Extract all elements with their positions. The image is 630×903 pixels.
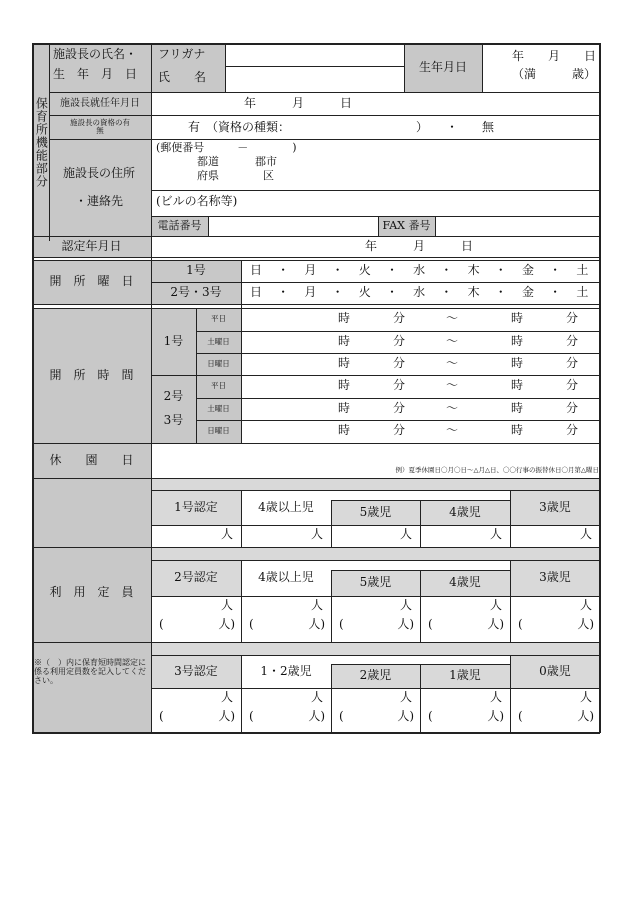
cap-value-cell[interactable] bbox=[510, 525, 600, 547]
birthdate-label: 生年月日 bbox=[418, 59, 467, 74]
open-day[interactable]: ・ bbox=[385, 285, 398, 299]
time-hour[interactable]: 時 bbox=[510, 423, 523, 437]
cap-value-cell[interactable] bbox=[420, 525, 510, 547]
cap-unit: 人 bbox=[579, 690, 592, 704]
cap-col-header: 5歳児 bbox=[359, 575, 392, 590]
cap-paren-unit: ( 人) bbox=[518, 617, 594, 631]
open-day[interactable]: 火 bbox=[358, 285, 371, 299]
cap-value-cell[interactable] bbox=[510, 596, 600, 642]
cap-value-cell[interactable] bbox=[151, 688, 241, 733]
cap-value-cell[interactable] bbox=[420, 596, 510, 642]
time-minute[interactable]: 分 bbox=[565, 378, 578, 392]
cap-paren-unit: ( 人) bbox=[249, 617, 325, 631]
cap-value-cell[interactable] bbox=[241, 596, 331, 642]
time-hour[interactable]: 時 bbox=[510, 378, 523, 392]
time-tilde: ～ bbox=[445, 423, 458, 437]
cap-value-cell[interactable] bbox=[510, 688, 600, 733]
open-day[interactable]: 土 bbox=[576, 285, 589, 299]
cap-col-header: 2歳児 bbox=[359, 668, 392, 683]
open-day[interactable]: ・ bbox=[549, 285, 562, 299]
tel-label: 電話番号 bbox=[157, 218, 202, 232]
cap-paren-unit: ( 人) bbox=[249, 709, 325, 723]
time-hour[interactable]: 時 bbox=[337, 356, 350, 370]
cap-spacer-3 bbox=[151, 642, 600, 655]
open-hours-label: 開 所 時 間 bbox=[49, 367, 134, 382]
cap-value-cell[interactable] bbox=[331, 688, 420, 733]
cap-unit: 人 bbox=[399, 527, 412, 541]
cap-value-cell[interactable] bbox=[151, 596, 241, 642]
open-day[interactable]: 水 bbox=[413, 263, 426, 277]
appointed-value[interactable]: 年 月 日 bbox=[244, 96, 353, 110]
cap-unit: 人 bbox=[489, 690, 502, 704]
open-day[interactable]: 日 bbox=[249, 285, 262, 299]
time-minute[interactable]: 分 bbox=[392, 423, 405, 437]
time-tilde: ～ bbox=[445, 356, 458, 370]
cap-unit: 人 bbox=[220, 598, 233, 612]
time-tilde: ～ bbox=[445, 378, 458, 392]
closed-example: 例）夏季休園日〇月〇日～△月△日、〇〇行事の振替休日〇月第△曜日 bbox=[395, 466, 599, 474]
cap-col-header: 3歳児 bbox=[539, 570, 571, 585]
cap-paren-unit: ( 人) bbox=[518, 709, 594, 723]
cap-col-header: 4歳以上児 bbox=[258, 499, 314, 514]
cap-cert-label: 2号認定 bbox=[174, 570, 218, 585]
open-day[interactable]: ・ bbox=[277, 263, 290, 277]
name-sub-label: 氏 名 bbox=[158, 70, 207, 84]
city-ku: 区 bbox=[263, 169, 274, 182]
time-minute[interactable]: 分 bbox=[392, 311, 405, 325]
director-name-label: 施設長の氏名・ bbox=[53, 47, 138, 61]
open-days-row-23 bbox=[241, 282, 600, 304]
cap-paren-unit: ( 人) bbox=[428, 617, 504, 631]
time-minute[interactable]: 分 bbox=[565, 356, 578, 370]
tel-field[interactable] bbox=[209, 217, 378, 236]
cap-paren-unit: ( 人) bbox=[159, 709, 235, 723]
furigana-label: フリガナ bbox=[158, 47, 206, 61]
cap-unit: 人 bbox=[310, 690, 323, 704]
open-days-type-1: 1号 bbox=[186, 263, 206, 278]
pref-to: 都道 bbox=[197, 155, 219, 168]
cap-unit: 人 bbox=[399, 690, 412, 704]
open-day[interactable]: 水 bbox=[413, 285, 426, 299]
certified-value[interactable]: 年 月 日 bbox=[365, 239, 474, 253]
city-gun: 郡市 bbox=[255, 155, 277, 168]
cap-paren-unit: ( 人) bbox=[428, 709, 504, 723]
open-day[interactable]: ・ bbox=[385, 263, 398, 277]
open-day[interactable]: 金 bbox=[521, 263, 534, 277]
facility-form bbox=[32, 43, 600, 733]
time-minute[interactable]: 分 bbox=[565, 311, 578, 325]
cap-unit: 人 bbox=[220, 690, 233, 704]
cap-spacer-1 bbox=[151, 478, 600, 490]
cap-col-header: 3歳児 bbox=[539, 499, 571, 514]
section-label: 保育所機能部分 bbox=[34, 96, 49, 188]
certified-label: 認定年月日 bbox=[61, 238, 122, 253]
cap-unit: 人 bbox=[399, 598, 412, 612]
open-day[interactable]: 土 bbox=[576, 263, 589, 277]
time-tilde: ～ bbox=[445, 334, 458, 348]
cap-value-cell[interactable] bbox=[331, 596, 420, 642]
open-day[interactable]: 金 bbox=[521, 285, 534, 299]
time-hour[interactable]: 時 bbox=[510, 334, 523, 348]
open-day[interactable]: 火 bbox=[358, 263, 371, 277]
fax-label: FAX 番号 bbox=[382, 218, 431, 232]
open-day[interactable]: ・ bbox=[494, 285, 507, 299]
time-minute[interactable]: 分 bbox=[565, 334, 578, 348]
day-kind-label: 日曜日 bbox=[207, 426, 230, 436]
open-day[interactable]: ・ bbox=[494, 263, 507, 277]
contact-label: ・連絡先 bbox=[75, 194, 124, 208]
open-day[interactable]: ・ bbox=[331, 285, 344, 299]
cap-cert-label: 3号認定 bbox=[174, 663, 218, 678]
hours-group-1: 1号 bbox=[163, 333, 184, 348]
time-hour[interactable]: 時 bbox=[510, 401, 523, 415]
capacity-label: 利 用 定 員 bbox=[49, 585, 134, 600]
cap-unit: 人 bbox=[310, 598, 323, 612]
open-days-type-23: 2号・3号 bbox=[170, 285, 222, 300]
time-minute[interactable]: 分 bbox=[565, 423, 578, 437]
appointed-label: 施設長就任年月日 bbox=[60, 98, 140, 109]
furigana-field[interactable] bbox=[226, 44, 404, 66]
age-value[interactable]: （満 歳） bbox=[511, 67, 596, 81]
time-minute[interactable]: 分 bbox=[392, 334, 405, 348]
name-field[interactable] bbox=[226, 67, 404, 92]
cap-paren-unit: ( 人) bbox=[339, 617, 414, 631]
open-days-label: 開 所 曜 日 bbox=[49, 274, 134, 289]
director-birth-label: 生 年 月 日 bbox=[53, 67, 138, 81]
time-hour[interactable]: 時 bbox=[510, 356, 523, 370]
hours-group-2: 2号 bbox=[163, 389, 184, 403]
time-hour[interactable]: 時 bbox=[337, 423, 350, 437]
day-kind-label: 平日 bbox=[211, 314, 226, 324]
open-day[interactable]: ・ bbox=[440, 263, 453, 277]
cap-unit: 人 bbox=[220, 527, 233, 541]
qualification-label: 施設長の資格の有無 bbox=[70, 117, 130, 135]
open-day[interactable]: ・ bbox=[277, 285, 290, 299]
fax-field[interactable] bbox=[436, 217, 599, 236]
cap-col-header: 0歳児 bbox=[539, 663, 571, 678]
time-tilde: ～ bbox=[445, 401, 458, 415]
postal-line[interactable]: (郵便番号 － ) bbox=[156, 141, 297, 154]
capacity-note: ※（ ）内に保育短時間認定に係る利用定員数を記入してください。 bbox=[34, 658, 146, 685]
cap-col-header: 4歳以上児 bbox=[258, 570, 314, 585]
building-line[interactable]: (ビルの名称等) bbox=[156, 194, 238, 208]
cap-unit: 人 bbox=[489, 527, 502, 541]
open-day[interactable]: ・ bbox=[440, 285, 453, 299]
cap-unit: 人 bbox=[579, 598, 592, 612]
address-label: 施設長の住所 bbox=[63, 166, 136, 180]
cap-paren-unit: ( 人) bbox=[339, 709, 414, 723]
time-minute[interactable]: 分 bbox=[392, 356, 405, 370]
cap-col-header: 5歳児 bbox=[359, 504, 392, 519]
time-hour[interactable]: 時 bbox=[337, 334, 350, 348]
cap-col-header: 1・2歳児 bbox=[260, 663, 312, 678]
pref-fu: 府県 bbox=[197, 169, 219, 182]
time-hour[interactable]: 時 bbox=[337, 311, 350, 325]
day-kind-label: 土曜日 bbox=[207, 404, 230, 414]
qualification-value[interactable]: 有 （資格の種類： ） ・ 無 bbox=[188, 120, 495, 134]
time-minute[interactable]: 分 bbox=[392, 401, 405, 415]
cap-value-cell[interactable] bbox=[241, 525, 331, 547]
cap-col-header: 4歳児 bbox=[449, 504, 481, 519]
hours-group-3: 3号 bbox=[163, 413, 184, 427]
open-day[interactable]: 月 bbox=[304, 285, 317, 299]
open-day[interactable]: 日 bbox=[249, 263, 262, 277]
time-minute[interactable]: 分 bbox=[392, 378, 405, 392]
cap-col-header: 4歳児 bbox=[449, 575, 481, 590]
day-kind-label: 日曜日 bbox=[207, 358, 230, 368]
open-day[interactable]: 月 bbox=[304, 263, 317, 277]
cap-unit: 人 bbox=[579, 527, 592, 541]
cap-col-header: 1歳児 bbox=[449, 668, 481, 683]
open-day[interactable]: ・ bbox=[549, 263, 562, 277]
time-hour[interactable]: 時 bbox=[510, 311, 523, 325]
closed-label: 休 園 日 bbox=[49, 452, 134, 467]
open-day[interactable]: 木 bbox=[467, 285, 480, 299]
time-tilde: ～ bbox=[445, 311, 458, 325]
open-day[interactable]: 木 bbox=[467, 263, 480, 277]
day-kind-label: 平日 bbox=[211, 381, 226, 391]
open-day[interactable]: ・ bbox=[331, 263, 344, 277]
time-hour[interactable]: 時 bbox=[337, 378, 350, 392]
day-kind-label: 土曜日 bbox=[207, 337, 230, 347]
open-days-row-1 bbox=[241, 260, 600, 282]
cap-value-cell[interactable] bbox=[420, 688, 510, 733]
cap-value-cell[interactable] bbox=[151, 525, 241, 547]
cap-value-cell[interactable] bbox=[331, 525, 420, 547]
cap-spacer-2 bbox=[151, 547, 600, 560]
cap-cert-label: 1号認定 bbox=[174, 499, 218, 514]
time-hour[interactable]: 時 bbox=[337, 401, 350, 415]
time-minute[interactable]: 分 bbox=[565, 401, 578, 415]
birthdate-value[interactable]: 年 月 日 bbox=[511, 49, 596, 63]
cap-value-cell[interactable] bbox=[241, 688, 331, 733]
cap-paren-unit: ( 人) bbox=[159, 617, 235, 631]
cap-unit: 人 bbox=[310, 527, 323, 541]
cap-unit: 人 bbox=[489, 598, 502, 612]
